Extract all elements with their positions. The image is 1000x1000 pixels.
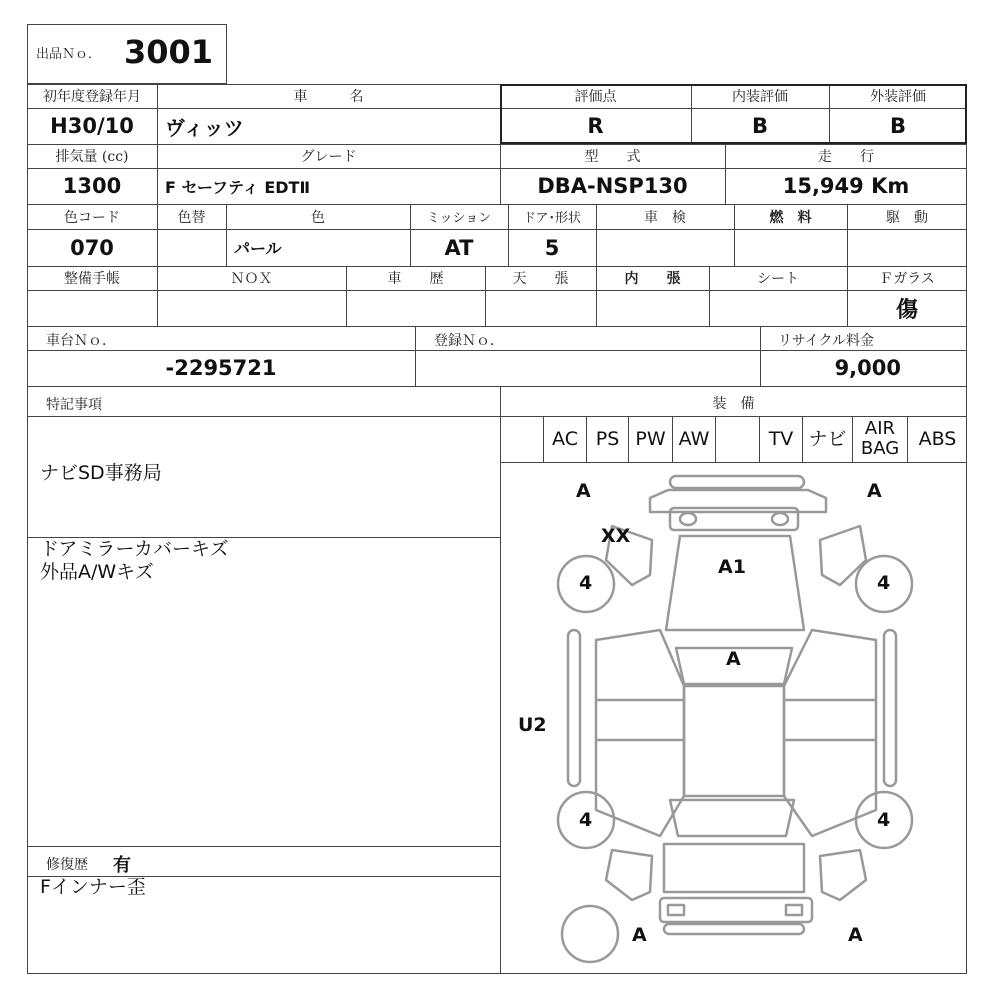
chassis-label: 車台Ｎｏ． (46, 333, 116, 349)
equipment-abs: ABS (918, 428, 957, 450)
exterior-value: B (889, 114, 906, 138)
equipment-ps: PS (587, 416, 629, 462)
mark-wheel-fr: 4 (877, 572, 891, 594)
score-label: 評価点 (574, 89, 617, 105)
note-wheel: 外品A/Wキズ (40, 561, 154, 583)
seat-label: シート (757, 271, 799, 287)
inspection-value (596, 229, 734, 266)
color-change-value (157, 229, 226, 266)
score-value: R (587, 114, 604, 138)
mileage-value: 15,949 Km (782, 174, 910, 198)
fuel-value (734, 229, 847, 266)
mark-rear-right: A (848, 924, 863, 946)
grade-value: F セーフティ EDTⅡ (165, 177, 311, 197)
mileage-label: 走 行 (818, 149, 874, 165)
lot-label: 出品Ｎｏ． (36, 47, 102, 62)
color-code-value: 070 (70, 235, 114, 260)
equipment-ac: AC (544, 416, 587, 462)
f-glass-value: 傷 (895, 296, 918, 323)
car-name-label: 車 名 (293, 89, 364, 105)
drive-label: 駆 動 (886, 209, 928, 226)
repair-detail: Fインナー歪 (40, 876, 146, 898)
seat-value (709, 290, 847, 326)
first-reg-value: H30/10 (50, 114, 134, 138)
chassis-value: -2295721 (165, 356, 277, 380)
color-value: パール (234, 239, 282, 258)
mark-wheel-rr: 4 (877, 809, 891, 831)
history-value (346, 290, 485, 326)
mark-wheel-fl: 4 (579, 572, 593, 594)
lot-number: 3001 (124, 33, 214, 71)
mark-left-mirror: XX (601, 525, 631, 547)
registration-value (415, 350, 760, 386)
f-glass-label: Ｆガラス (879, 271, 935, 287)
model-label: 型 式 (584, 149, 641, 165)
registration-label: 登録Ｎｏ． (434, 333, 504, 349)
history-label: 車 歴 (387, 271, 444, 287)
repair-history-label: 修復歴 (46, 857, 88, 873)
doors-value: 5 (544, 235, 560, 260)
nox-label: ＮＯＸ (230, 271, 273, 287)
equipment-label: 装 備 (712, 396, 755, 412)
equipment-tv: TV (760, 416, 803, 462)
interior-label: 内装評価 (732, 89, 788, 105)
mark-front-left: A (576, 480, 591, 502)
interior-trim-label: 内 張 (624, 271, 681, 287)
exterior-label: 外装評価 (870, 89, 926, 105)
interior-value: B (751, 114, 768, 138)
maintenance-label: 整備手帳 (64, 271, 120, 287)
note-mirror: ドアミラーカバーキズ (40, 538, 229, 560)
equipment-row (500, 416, 967, 462)
doors-label: ドア･形状 (522, 211, 582, 226)
recycle-value: 9,000 (834, 356, 901, 380)
drive-value (847, 229, 967, 266)
equipment-blank-1 (500, 416, 544, 462)
inspection-label: 車 検 (644, 209, 686, 226)
lot-box (27, 24, 227, 84)
note-navi: ナビSD事務局 (40, 462, 162, 484)
equipment-aw: AW (673, 416, 716, 462)
equipment-pw: PW (629, 416, 673, 462)
color-label: 色 (311, 209, 325, 226)
recycle-label: リサイクル料金 (778, 333, 875, 349)
roof-value (485, 290, 596, 326)
equipment-blank-2 (716, 416, 760, 462)
mark-front-right: A (867, 480, 882, 502)
color-code-label: 色コード (64, 209, 120, 226)
repair-history-value: 有 (113, 855, 131, 876)
transmission-value: AT (444, 235, 474, 260)
notes-label: 特記事項 (46, 397, 102, 413)
mark-wheel-rl: 4 (579, 809, 593, 831)
equipment-airbag: AIR BAG (853, 416, 908, 462)
mark-hood: A1 (718, 556, 746, 578)
equipment-navi: ナビ (803, 416, 853, 462)
fuel-label: 燃 料 (769, 209, 812, 226)
mark-roof: A (726, 648, 741, 670)
car-name-value: ヴィッツ (165, 115, 244, 140)
nox-value (157, 290, 346, 326)
interior-trim-value (596, 290, 709, 326)
roof-label: 天 張 (512, 271, 569, 287)
maintenance-value (27, 290, 157, 326)
first-reg-label: 初年度登録年月 (43, 89, 141, 105)
model-value: DBA-NSP130 (537, 174, 688, 198)
mark-left-side: U2 (518, 714, 547, 736)
displacement-label: 排気量 (cc) (55, 149, 129, 165)
color-change-label: 色替 (177, 209, 206, 226)
displacement-value: 1300 (62, 174, 122, 198)
mark-rear-left: A (632, 924, 647, 946)
transmission-label: ミッション (426, 211, 492, 226)
grade-label: グレード (300, 149, 357, 165)
